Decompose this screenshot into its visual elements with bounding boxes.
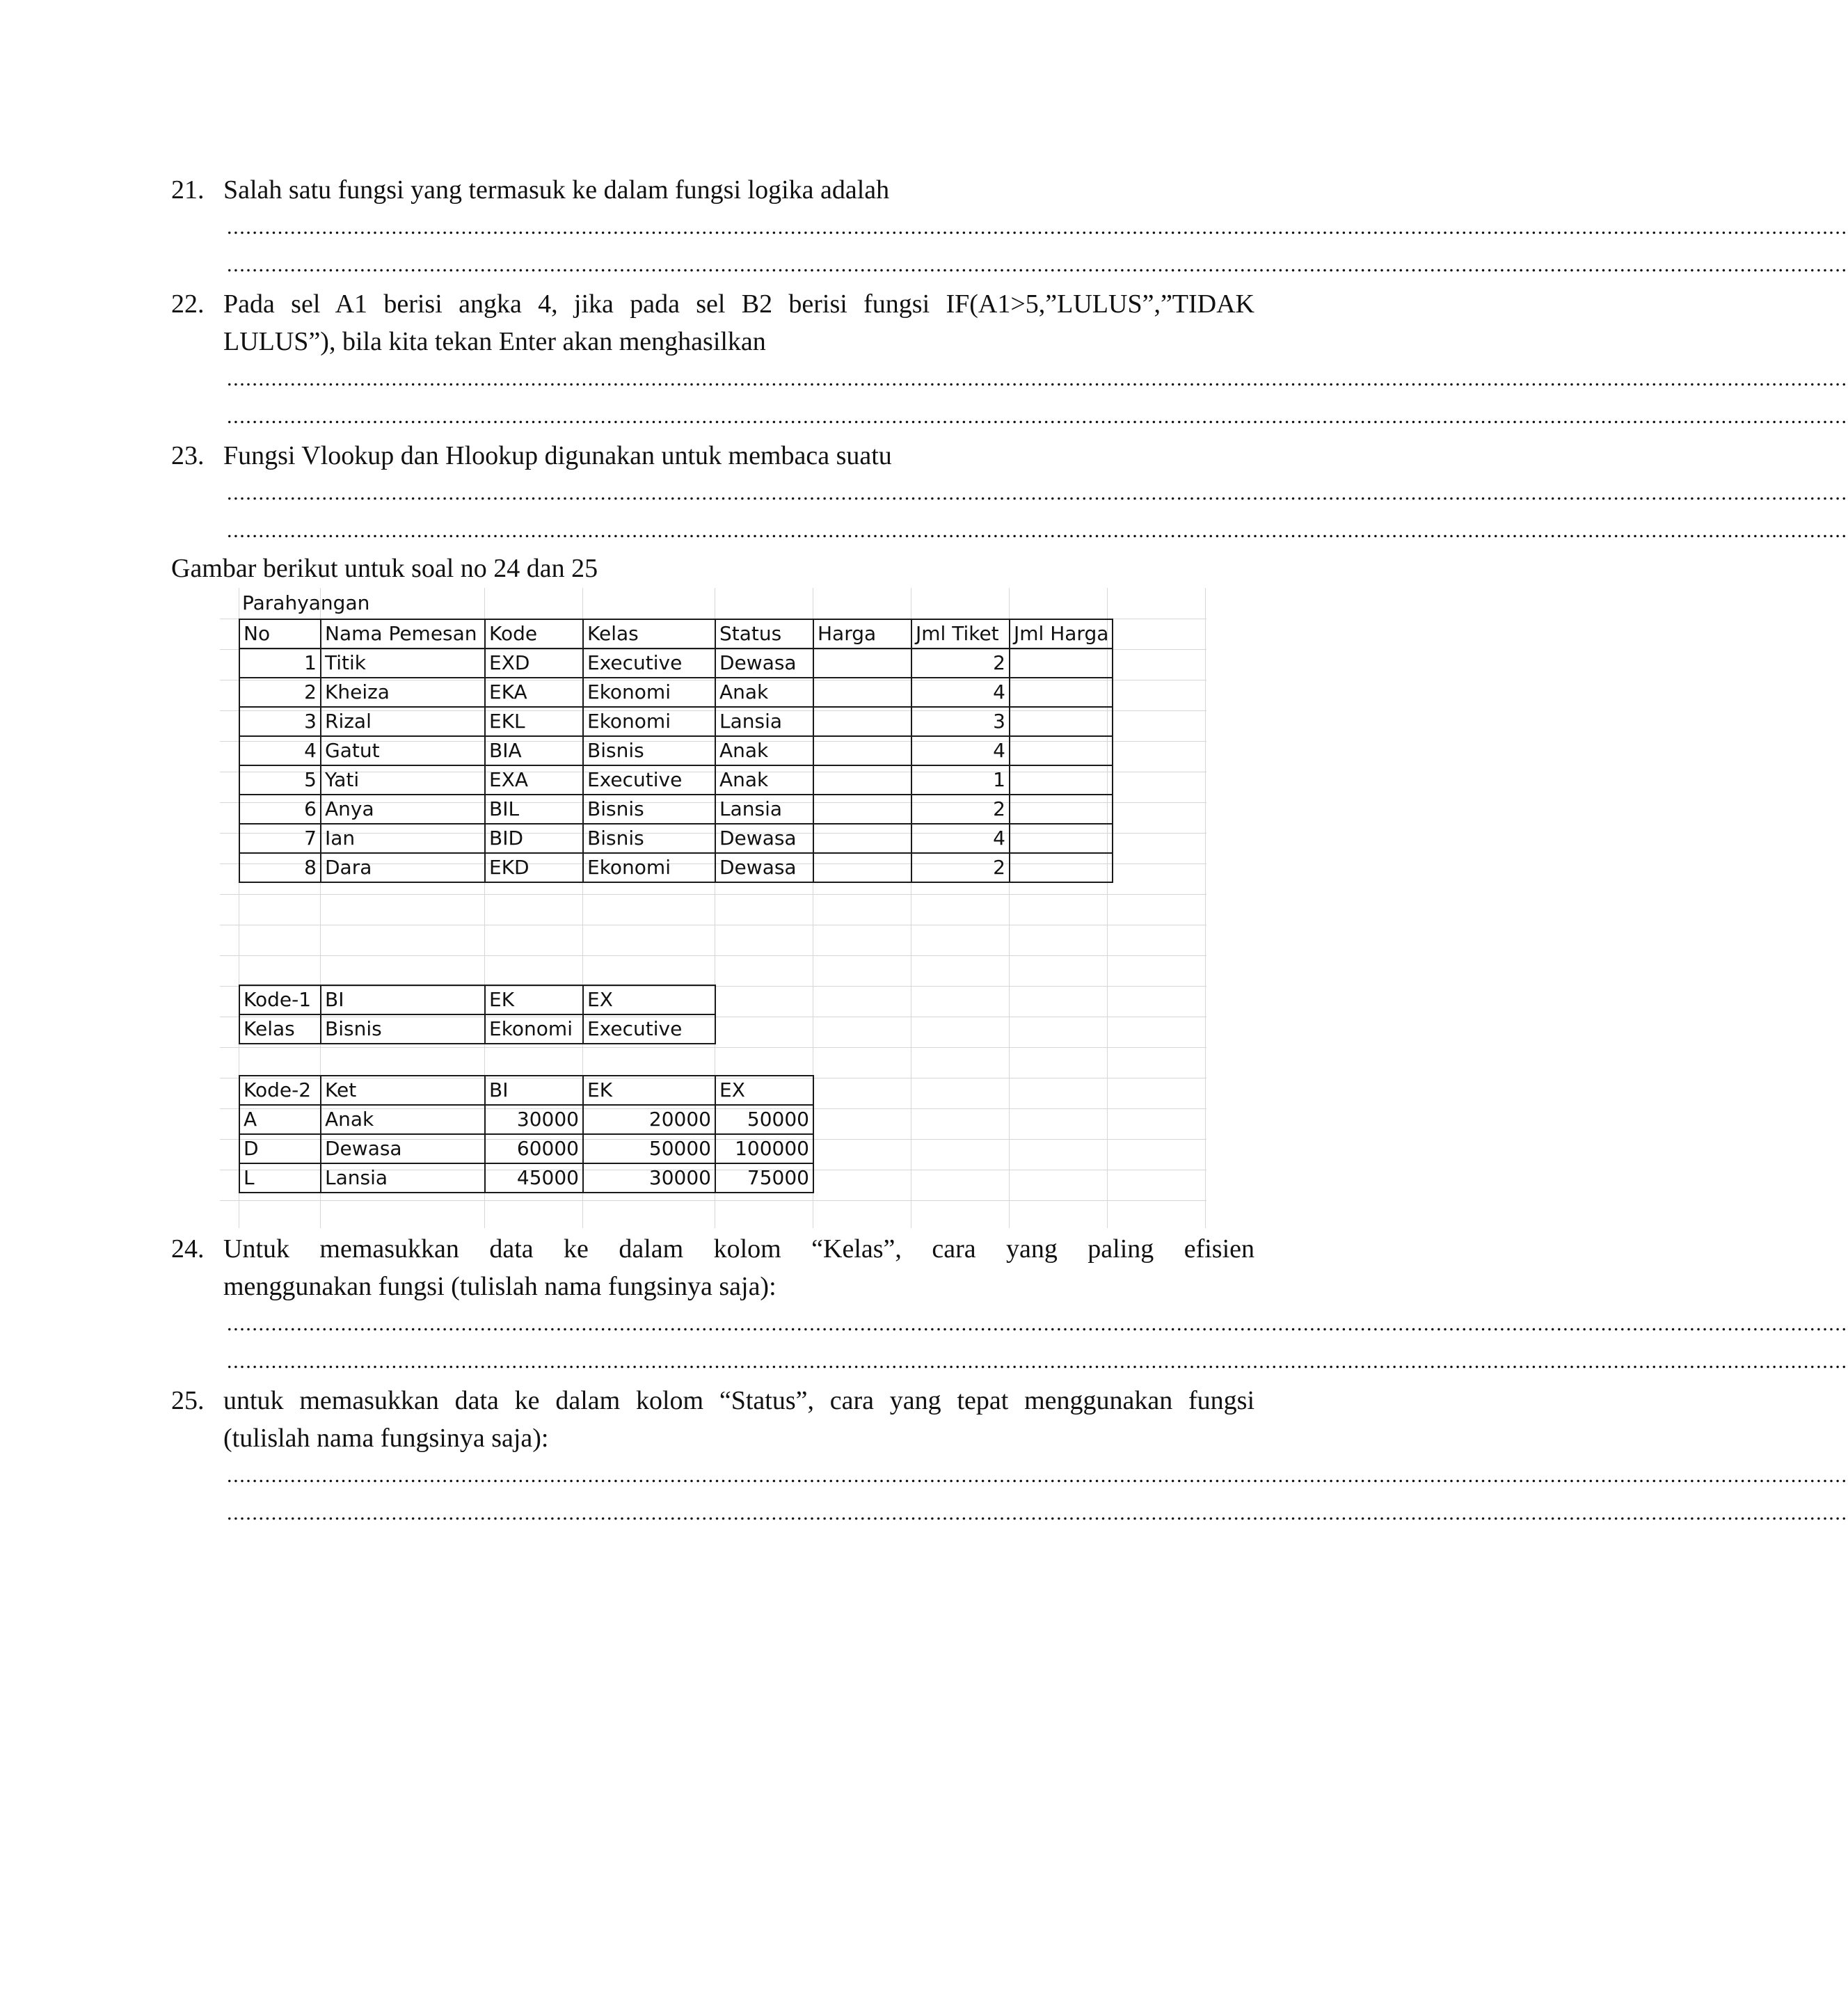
sheet-cell — [813, 795, 911, 824]
table-row — [239, 1105, 813, 1134]
sheet-cell: Ket — [321, 1076, 485, 1105]
sheet-cell: EKD — [485, 853, 583, 882]
column-header: No — [239, 619, 321, 648]
sheet-cell — [813, 648, 911, 678]
sheet-cell — [813, 707, 911, 736]
column-header: Jml Tiket — [911, 619, 1010, 648]
sheet-cell: Kheiza — [321, 678, 485, 707]
sheet-cell: Kelas — [239, 1014, 321, 1044]
sheet-cell: Ekonomi — [583, 853, 715, 882]
gridline — [1205, 588, 1206, 1228]
sheet-cell: Ekonomi — [583, 707, 715, 736]
sheet-cell: 3 — [239, 707, 321, 736]
sheet-cell: 20000 — [583, 1105, 715, 1134]
sheet-cell: EXA — [485, 765, 583, 795]
sheet-cell: A — [239, 1105, 321, 1134]
sheet-cell: Executive — [583, 648, 715, 678]
sheet-cell: Dara — [321, 853, 485, 882]
sheet-cell: D — [239, 1134, 321, 1163]
table-row — [239, 678, 1113, 707]
answer-line: ................................................................................................................................................................................................................................................................ — [227, 367, 1848, 390]
kode-2-table — [239, 1075, 814, 1193]
question-25-line-2: (tulislah nama fungsinya saja): — [223, 1424, 549, 1453]
sheet-cell: 30000 — [583, 1163, 715, 1193]
question-23-text: Fungsi Vlookup dan Hlookup digunakan untuk membaca suatu — [223, 441, 892, 470]
question-23-number: 23. — [171, 441, 205, 470]
sheet-cell: 4 — [911, 824, 1010, 853]
question-22-line-1: Pada sel A1 berisi angka 4, jika pada sel B2 berisi fungsi IF(A1>5,”LULUS”,”TIDAK — [223, 289, 1254, 319]
sheet-cell: 3 — [911, 707, 1010, 736]
sheet-cell: EK — [583, 1076, 715, 1105]
question-21-text: Salah satu fungsi yang termasuk ke dalam fungsi logika adalah — [223, 175, 890, 205]
booking-table — [239, 619, 1113, 883]
sheet-cell: Anya — [321, 795, 485, 824]
gridline — [220, 1047, 1206, 1048]
table-row — [239, 1134, 813, 1163]
question-22-number: 22. — [171, 289, 205, 319]
sheet-cell: 6 — [239, 795, 321, 824]
sheet-cell: Yati — [321, 765, 485, 795]
sheet-cell: BID — [485, 824, 583, 853]
sheet-cell: EK — [485, 985, 583, 1014]
answer-line: ................................................................................................................................................................................................................................................................ — [227, 1312, 1848, 1335]
sheet-cell: 2 — [911, 795, 1010, 824]
answer-line: ................................................................................................................................................................................................................................................................ — [227, 1464, 1848, 1487]
sheet-cell: Dewasa — [715, 824, 813, 853]
column-header: Kode — [485, 619, 583, 648]
sheet-cell: 30000 — [485, 1105, 583, 1134]
question-24-line-2: menggunakan fungsi (tulislah nama fungsinya saja): — [223, 1272, 776, 1301]
sheet-cell: Lansia — [321, 1163, 485, 1193]
sheet-cell: 8 — [239, 853, 321, 882]
figure-caption: Gambar berikut untuk soal no 24 dan 25 — [171, 554, 598, 583]
sheet-cell: Anak — [715, 765, 813, 795]
sheet-cell: 2 — [911, 853, 1010, 882]
sheet-cell: 45000 — [485, 1163, 583, 1193]
sheet-cell: Executive — [583, 765, 715, 795]
sheet-cell — [813, 824, 911, 853]
sheet-cell: EKL — [485, 707, 583, 736]
sheet-cell: 75000 — [715, 1163, 813, 1193]
sheet-cell — [1010, 648, 1113, 678]
table-row — [239, 648, 1113, 678]
sheet-cell — [1010, 707, 1113, 736]
answer-line: ................................................................................................................................................................................................................................................................ — [227, 519, 1848, 542]
sheet-cell — [1010, 678, 1113, 707]
sheet-cell: Anak — [715, 678, 813, 707]
sheet-cell: Bisnis — [583, 795, 715, 824]
sheet-cell: Titik — [321, 648, 485, 678]
question-24-line-1: Untuk memasukkan data ke dalam kolom “Kelas”, cara yang paling efisien — [223, 1234, 1254, 1264]
sheet-title: Parahyangan — [242, 591, 370, 614]
table-row — [239, 1014, 715, 1044]
sheet-cell: Bisnis — [583, 736, 715, 765]
sheet-cell: 2 — [239, 678, 321, 707]
column-header: Status — [715, 619, 813, 648]
table-row — [239, 765, 1113, 795]
sheet-cell: Lansia — [715, 707, 813, 736]
sheet-cell: Kode-1 — [239, 985, 321, 1014]
sheet-cell: Executive — [583, 1014, 715, 1044]
sheet-cell: 60000 — [485, 1134, 583, 1163]
sheet-cell: BIL — [485, 795, 583, 824]
table-row — [239, 707, 1113, 736]
question-25-line-1: untuk memasukkan data ke dalam kolom “Status”, cara yang tepat menggunakan fungsi — [223, 1386, 1254, 1415]
gridline — [220, 1200, 1206, 1201]
sheet-cell — [1010, 795, 1113, 824]
sheet-cell: Ian — [321, 824, 485, 853]
gridline — [220, 955, 1206, 956]
sheet-cell: Ekonomi — [583, 678, 715, 707]
sheet-cell — [813, 853, 911, 882]
sheet-cell: Dewasa — [715, 648, 813, 678]
answer-line: ................................................................................................................................................................................................................................................................ — [227, 1350, 1848, 1373]
sheet-cell: EXD — [485, 648, 583, 678]
column-header: Nama Pemesan — [321, 619, 485, 648]
sheet-cell: 1 — [911, 765, 1010, 795]
sheet-cell: Lansia — [715, 795, 813, 824]
sheet-cell: Ekonomi — [485, 1014, 583, 1044]
sheet-cell: Rizal — [321, 707, 485, 736]
answer-line: ................................................................................................................................................................................................................................................................ — [227, 1502, 1848, 1524]
sheet-cell: 5 — [239, 765, 321, 795]
table-row — [239, 736, 1113, 765]
sheet-cell: 4 — [911, 736, 1010, 765]
sheet-cell: BIA — [485, 736, 583, 765]
sheet-cell: Bisnis — [583, 824, 715, 853]
table-header-row — [239, 619, 1113, 648]
question-22-line-2: LULUS”), bila kita tekan Enter akan menghasilkan — [223, 327, 766, 356]
sheet-cell: Gatut — [321, 736, 485, 765]
sheet-cell: 2 — [911, 648, 1010, 678]
answer-line: ................................................................................................................................................................................................................................................................ — [227, 216, 1848, 239]
spreadsheet-figure — [220, 588, 1206, 1228]
table-row — [239, 853, 1113, 882]
column-header: Kelas — [583, 619, 715, 648]
sheet-cell: 4 — [911, 678, 1010, 707]
sheet-cell: Dewasa — [321, 1134, 485, 1163]
sheet-cell: Kode-2 — [239, 1076, 321, 1105]
table-row — [239, 985, 715, 1014]
sheet-cell — [1010, 853, 1113, 882]
sheet-cell: Anak — [715, 736, 813, 765]
sheet-cell — [1010, 736, 1113, 765]
answer-line: ................................................................................................................................................................................................................................................................ — [227, 253, 1848, 276]
gridline — [220, 894, 1206, 895]
sheet-cell — [813, 736, 911, 765]
table-row — [239, 795, 1113, 824]
sheet-cell: 4 — [239, 736, 321, 765]
answer-line: ................................................................................................................................................................................................................................................................ — [227, 405, 1848, 428]
sheet-cell: EKA — [485, 678, 583, 707]
question-24-number: 24. — [171, 1234, 205, 1264]
question-25-number: 25. — [171, 1386, 205, 1415]
sheet-cell: L — [239, 1163, 321, 1193]
column-header: Jml Harga — [1010, 619, 1113, 648]
sheet-cell — [1010, 824, 1113, 853]
sheet-cell — [813, 678, 911, 707]
sheet-cell — [1010, 765, 1113, 795]
table-row — [239, 1076, 813, 1105]
sheet-cell: Anak — [321, 1105, 485, 1134]
table-row — [239, 824, 1113, 853]
column-header: Harga — [813, 619, 911, 648]
kode-1-table — [239, 985, 716, 1044]
sheet-cell: EX — [715, 1076, 813, 1105]
sheet-cell: 7 — [239, 824, 321, 853]
sheet-cell: 1 — [239, 648, 321, 678]
sheet-cell: BI — [321, 985, 485, 1014]
sheet-cell: 100000 — [715, 1134, 813, 1163]
sheet-cell: 50000 — [583, 1134, 715, 1163]
sheet-cell: EX — [583, 985, 715, 1014]
question-21-number: 21. — [171, 175, 205, 205]
answer-line: ................................................................................................................................................................................................................................................................ — [227, 481, 1848, 504]
sheet-cell: 50000 — [715, 1105, 813, 1134]
sheet-cell: BI — [485, 1076, 583, 1105]
sheet-cell — [813, 765, 911, 795]
sheet-cell: Bisnis — [321, 1014, 485, 1044]
sheet-cell: Dewasa — [715, 853, 813, 882]
table-row — [239, 1163, 813, 1193]
